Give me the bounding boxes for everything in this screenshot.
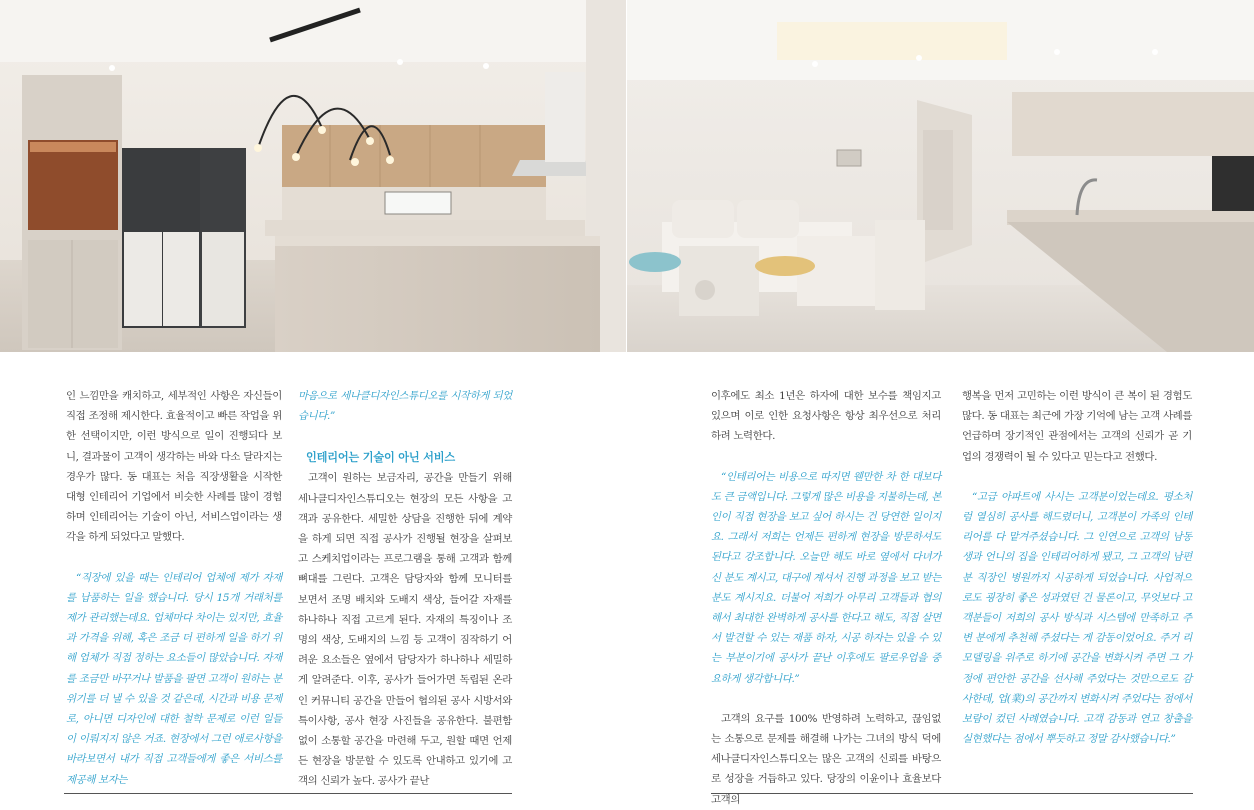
living-room-photo (627, 0, 1254, 352)
article-column-3 (711, 386, 941, 810)
paragraph-gap (711, 689, 941, 709)
body-paragraph: 인 느낌만을 캐치하고, 세부적인 사항은 자신들이 직접 조정해 제시한다. 효율적이고 빠른 작업을 위한 선택이지만, 이런 방식으로 일이 진행되다 보니, 결과물이 고객이 생각하는 바와 다소 달라지는 경우가 많다. 동 대표는 처음 직장생활을 시작한 대형 인테리어 기업에서 비슷한 사례를 많이 경험하며 인테리어는 기술이 아닌, 서비스업이라는 생각을 하게 되었다고 말했다. (66, 390, 282, 544)
body-paragraph: 고객의 요구를 100% 반영하려 노력하고, 끊임없는 소통으로 문제를 해결해 나가는 그녀의 방식 덕에 세나클디자인스튜디오는 많은 고객의 신뢰를 바탕으로 성장을 거듭하고 있다. 당장의 이윤이나 효율보다 고객의 (711, 712, 941, 806)
paragraph-gap (711, 447, 941, 467)
interview-quote: “직장에 있을 때는 인테리어 업체에 제가 자재를 납품하는 일을 했습니다. 당시 15개 거래처를 제가 관리했는데요. 업체마다 차이는 있지만, 효율과 가격을 위해, 혹은 조금 더 편하게 일을 하기 위해 업체가 직접 정하는 요소들이 많았습니다. 자재를 조금만 바꾸거나 발품을 팔면 고객이 원하는 분위기를 더 낼 수 있을 것 같은데, 시간과 비용 문제로, 아니면 디자인에 대한 철학 문제로 이런 일들이 이뤄지지 않은 거죠. 현장에서 그런 애로사항을 바라보면서 내가 직접 고객들에게 좋은 서비스를 제공해 보자는 (66, 571, 282, 786)
footer-rule-left (64, 793, 512, 794)
interview-quote: “인테리어는 비용으로 따지면 웬만한 차 한 대보다도 큰 금액입니다. 그렇게 많은 비용을 지불하는데, 본인이 직접 현장을 보고 싶어 하시는 건 당연한 일이지요. 그래서 저희는 언제든 편하게 현장을 방문하셔도 된다고 강조합니다. 오늘만 해도 바로 옆에서 다녀가신 분도 계시고, 대구에 계셔서 진행 과정을 보고 받는 분도 계시지요. 더불어 저희가 아무리 고객들과 협의해서 최대한 완벽하게 공사를 한다고 해도, 직접 살면서 발견할 수 있는 재품 하자, 시공 하자는 있을 수 있는 부분이기에 공사가 끝난 이후에도 팔로우업을 중요하게 생각합니다.” (711, 470, 942, 685)
living-room-photo-drawing (627, 0, 1254, 352)
paragraph-gap (66, 548, 282, 568)
article-column-4 (962, 386, 1192, 749)
interview-quote: “고급 아파트에 사시는 고객분이었는데요. 평소처럼 열심히 공사를 해드렸더니, 고객분이 가족의 인테리어를 다 맡겨주셨습니다. 그 인연으로 고객의 남동생과 언니의 집을 인테리어하게 됐고, 그 고객의 남편분 직장인 병원까지 시공하게 되었습니다. 사업적으로도 굉장히 좋은 성과였던 건 물론이고, 무엇보다 고객분들이 저희의 공사 방식과 시스템에 만족하고 주변 분에게 추천해 주셨다는 게 감동이었어요. 주거 리모델링을 위주로 하기에 공간을 변화시켜 주면 그 가정에 편안한 공간을 선사해 주었다는 것만으로도 감사한데, 업(業)의 공간까지 변화시켜 주었다는 점에서 보람이 컸던 사례였습니다. 고객 감동과 연고 창출을 실현했다는 점에서 뿌듯하고 정말 감사했습니다.” (962, 490, 1192, 746)
body-paragraph: 행복을 먼저 고민하는 이런 방식이 큰 복이 된 경험도 많다. 동 대표는 최근에 가장 기억에 남는 고객 사례를 언급하며 장기적인 관점에서는 고객의 신뢰가 곧 기업의 경쟁력이 될 수 있다고 믿는다고 전했다. (962, 390, 1193, 463)
footer-rule-right (711, 793, 1193, 794)
body-paragraph: 이후에도 최소 1년은 하자에 대한 보수를 책임지고 있으며 이로 인한 요청사항은 항상 최우선으로 처리하려 노력한다. (711, 390, 941, 443)
kitchen-photo (0, 0, 626, 352)
article-column-2 (298, 386, 512, 792)
kitchen-photo-drawing (0, 0, 626, 352)
interview-quote: 마음으로 세나클디자인스튜디오를 시작하게 되었습니다.” (298, 390, 512, 423)
body-paragraph: 고객이 원하는 보금자리, 공간을 만들기 위해 세나클디자인스튜디오는 현장의 모든 사항을 고객과 공유한다. 세밀한 상담을 진행한 뒤에 계약을 하게 되면 직접 공사가 진행될 현장을 살펴보고 스케치업이라는 프로그램을 통해 고객과 함께 뼈대를 그린다. 고객은 담당자와 함께 모니터를 보면서 조명 배치와 도배지 색상, 들어갈 자재를 하나하나 직접 고르게 된다. 자재의 특징이나 조명의 색상, 도배지의 느낌 등 고객이 짐작하기 어려운 요소들은 옆에서 담당자가 하나하나 세밀하게 알려준다. 이후, 공사가 들어가면 독립된 온라인 커뮤니티 공간을 만들어 협의된 공사 시방서와 특이사항, 공사 현장 사진들을 공유한다. 불편함 없이 소통할 공간을 마련해 두고, 원할 때면 언제든 현장을 방문할 수 있도록 안내하고 있기에 고객의 신뢰가 높다. 공사가 끝난 (298, 472, 512, 788)
section-heading: 인테리어는 기술이 아닌 서비스 (306, 451, 455, 465)
paragraph-gap (962, 467, 1192, 487)
article-column-1 (66, 386, 282, 790)
